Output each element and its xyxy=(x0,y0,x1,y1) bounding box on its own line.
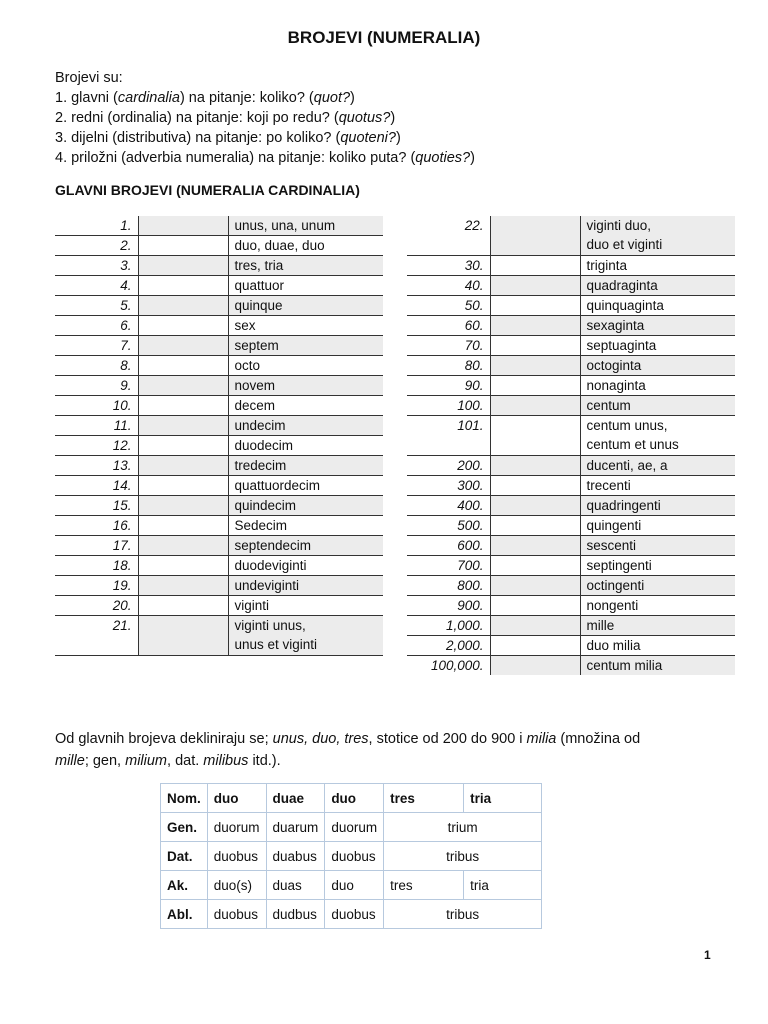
number-cell: 50. xyxy=(407,296,490,316)
declension-cell: duabus xyxy=(266,842,325,871)
number-cell: 20. xyxy=(55,596,138,616)
latin-word: quadringenti xyxy=(586,498,661,513)
number-cell: 600. xyxy=(407,536,490,556)
blank-cell xyxy=(490,536,580,556)
number-cell: 7. xyxy=(55,336,138,356)
declension-row xyxy=(161,842,542,871)
case-label: Abl. xyxy=(161,900,208,929)
blank-cell xyxy=(138,216,228,236)
table-row xyxy=(55,256,383,276)
latin-word-cell xyxy=(580,376,735,396)
latin-word: duo milia xyxy=(586,638,641,653)
section-heading: GLAVNI BROJEVI (NUMERALIA CARDINALIA) xyxy=(55,182,360,198)
table-row xyxy=(407,336,735,356)
latin-word: viginti unus, xyxy=(234,618,306,633)
blank-cell xyxy=(490,656,580,676)
table-row xyxy=(55,476,383,496)
latin-word-cell xyxy=(228,596,383,616)
number-cell: 8. xyxy=(55,356,138,376)
blank-cell xyxy=(490,276,580,296)
table-row xyxy=(407,636,735,656)
latin-word-cell xyxy=(228,236,383,256)
latin-word-cell xyxy=(228,556,383,576)
table-row xyxy=(407,396,735,416)
latin-word: centum unus, xyxy=(586,418,668,433)
latin-word: octoginta xyxy=(586,358,642,373)
table-row xyxy=(407,316,735,336)
blank-cell xyxy=(490,476,580,496)
latin-word: decem xyxy=(234,398,276,413)
blank-cell xyxy=(138,516,228,536)
number-cell: 4. xyxy=(55,276,138,296)
declension-header-cell: Nom. xyxy=(161,784,208,813)
blank-cell xyxy=(490,216,580,256)
latin-word-cell xyxy=(580,496,735,516)
blank-cell xyxy=(138,436,228,456)
blank-cell xyxy=(138,236,228,256)
latin-word-cell xyxy=(228,436,383,456)
declension-row xyxy=(161,900,542,929)
number-cell: 60. xyxy=(407,316,490,336)
declension-table xyxy=(160,783,542,929)
latin-word: sescenti xyxy=(586,538,637,553)
intro-item: 2. redni (ordinalia) na pitanje: koji po redu? (quotus?) xyxy=(55,110,396,126)
table-row xyxy=(407,416,735,456)
number-cell: 12. xyxy=(55,436,138,456)
number-cell: 400. xyxy=(407,496,490,516)
number-cell: 11. xyxy=(55,416,138,436)
blank-cell xyxy=(490,516,580,536)
number-cell: 40. xyxy=(407,276,490,296)
table-row xyxy=(55,456,383,476)
number-cell: 13. xyxy=(55,456,138,476)
latin-word: novem xyxy=(234,378,276,393)
table-row xyxy=(55,576,383,596)
latin-word: quinquaginta xyxy=(586,298,664,313)
table-row xyxy=(407,536,735,556)
blank-cell xyxy=(490,336,580,356)
declension-cell: duobus xyxy=(207,900,266,929)
blank-cell xyxy=(138,536,228,556)
number-cell: 6. xyxy=(55,316,138,336)
blank-cell xyxy=(490,256,580,276)
table-row xyxy=(407,256,735,276)
latin-word: undecim xyxy=(234,418,286,433)
latin-word-cell xyxy=(228,576,383,596)
number-cell: 15. xyxy=(55,496,138,516)
latin-word: quadraginta xyxy=(586,278,658,293)
blank-cell xyxy=(138,276,228,296)
declension-cell: duorum xyxy=(207,813,266,842)
table-row xyxy=(55,376,383,396)
blank-cell xyxy=(490,636,580,656)
latin-word-cell xyxy=(228,276,383,296)
table-row xyxy=(407,476,735,496)
declension-cell: tres xyxy=(384,871,464,900)
table-row xyxy=(407,516,735,536)
table-row xyxy=(407,596,735,616)
blank-cell xyxy=(138,376,228,396)
latin-word-cell xyxy=(228,616,383,656)
latin-word-cell xyxy=(228,216,383,236)
latin-word-cell xyxy=(228,456,383,476)
number-cell: 500. xyxy=(407,516,490,536)
table-row xyxy=(55,536,383,556)
intro-item: 1. glavni (cardinalia) na pitanje: koliko? (quot?) xyxy=(55,90,355,106)
page-number: 1 xyxy=(704,948,711,962)
declension-cell: duorum xyxy=(325,813,384,842)
table-row xyxy=(55,496,383,516)
blank-cell xyxy=(138,416,228,436)
blank-cell xyxy=(490,596,580,616)
latin-word: quinque xyxy=(234,298,283,313)
number-cell: 900. xyxy=(407,596,490,616)
case-label: Ak. xyxy=(161,871,208,900)
latin-word: viginti duo, xyxy=(586,218,652,233)
blank-cell xyxy=(138,556,228,576)
latin-word-cell xyxy=(580,596,735,616)
latin-word-alt: unus et viginti xyxy=(234,637,318,652)
blank-cell xyxy=(138,256,228,276)
case-label: Gen. xyxy=(161,813,208,842)
declension-header-cell: tres xyxy=(384,784,464,813)
latin-word: septuaginta xyxy=(586,338,657,353)
latin-word: octo xyxy=(234,358,261,373)
table-row xyxy=(407,296,735,316)
latin-word-cell xyxy=(580,336,735,356)
number-cell: 9. xyxy=(55,376,138,396)
latin-word-cell xyxy=(228,536,383,556)
number-cell: 101. xyxy=(407,416,490,456)
latin-word: quindecim xyxy=(234,498,297,513)
latin-word: duodecim xyxy=(234,438,294,453)
declension-row xyxy=(161,813,542,842)
declension-cell: tria xyxy=(464,871,542,900)
intro-item: 4. priložni (adverbia numeralia) na pitanje: koliko puta? (quoties?) xyxy=(55,150,475,166)
table-row xyxy=(55,236,383,256)
declension-cell: duobus xyxy=(207,842,266,871)
latin-word: mille xyxy=(586,618,615,633)
table-row xyxy=(407,496,735,516)
latin-word: centum xyxy=(586,398,631,413)
number-cell: 70. xyxy=(407,336,490,356)
latin-word-alt: centum et unus xyxy=(586,437,679,452)
number-cell: 16. xyxy=(55,516,138,536)
latin-word-cell xyxy=(228,396,383,416)
blank-cell xyxy=(138,396,228,416)
table-row xyxy=(407,376,735,396)
latin-word: Sedecim xyxy=(234,518,288,533)
declension-cell: duobus xyxy=(325,900,384,929)
latin-word-cell xyxy=(228,496,383,516)
declension-cell: duo(s) xyxy=(207,871,266,900)
latin-word-cell xyxy=(580,616,735,636)
latin-word-cell xyxy=(228,296,383,316)
page-title: BROJEVI (NUMERALIA) xyxy=(287,28,481,47)
number-cell: 200. xyxy=(407,456,490,476)
table-row xyxy=(55,556,383,576)
blank-cell xyxy=(490,576,580,596)
latin-word: duo, duae, duo xyxy=(234,238,325,253)
latin-word-cell xyxy=(580,216,735,256)
table-row xyxy=(55,356,383,376)
table-row xyxy=(55,216,383,236)
number-cell: 22. xyxy=(407,216,490,256)
declension-header-row xyxy=(161,784,542,813)
blank-cell xyxy=(490,556,580,576)
latin-word-cell xyxy=(228,416,383,436)
latin-word-cell xyxy=(228,316,383,336)
number-cell: 100,000. xyxy=(430,658,484,673)
number-cell: 1,000. xyxy=(407,616,490,636)
latin-word: quattuordecim xyxy=(234,478,321,493)
blank-cell xyxy=(138,336,228,356)
latin-word-cell xyxy=(580,516,735,536)
declension-cell-merged: tribus xyxy=(384,900,542,929)
intro-lead: Brojevi su: xyxy=(55,70,123,86)
latin-word: trecenti xyxy=(586,478,631,493)
table-row xyxy=(407,656,735,676)
latin-word-cell xyxy=(228,356,383,376)
latin-word-cell xyxy=(580,316,735,336)
latin-word-cell xyxy=(580,636,735,656)
table-row xyxy=(55,616,383,656)
number-cell: 14. xyxy=(55,476,138,496)
blank-cell xyxy=(138,316,228,336)
table-row xyxy=(407,216,735,256)
number-cell: 700. xyxy=(407,556,490,576)
latin-word: septendecim xyxy=(234,538,312,553)
declension-cell: duo xyxy=(325,871,384,900)
declension-cell: duarum xyxy=(266,813,325,842)
number-cell: 2. xyxy=(55,236,138,256)
blank-cell xyxy=(490,616,580,636)
latin-word: quingenti xyxy=(586,518,642,533)
blank-cell xyxy=(138,296,228,316)
number-cell: 300. xyxy=(407,476,490,496)
latin-word: ducenti, ae, a xyxy=(586,458,668,473)
number-cell: 30. xyxy=(407,256,490,276)
intro-item: 3. dijelni (distributiva) na pitanje: po koliko? (quoteni?) xyxy=(55,130,401,146)
number-cell: 10. xyxy=(55,396,138,416)
latin-word-cell xyxy=(580,536,735,556)
declension-cell-merged: tribus xyxy=(384,842,542,871)
blank-cell xyxy=(490,396,580,416)
latin-word: octingenti xyxy=(586,578,645,593)
latin-word-cell xyxy=(228,376,383,396)
table-row xyxy=(55,596,383,616)
blank-cell xyxy=(490,456,580,476)
table-row xyxy=(55,296,383,316)
blank-cell xyxy=(490,496,580,516)
table-row xyxy=(407,276,735,296)
declension-header-cell: duae xyxy=(266,784,325,813)
declension-header-cell: duo xyxy=(207,784,266,813)
number-cell: 80. xyxy=(407,356,490,376)
latin-word-cell xyxy=(228,516,383,536)
number-cell: 3. xyxy=(55,256,138,276)
latin-word-cell xyxy=(580,576,735,596)
blank-cell xyxy=(138,496,228,516)
table-row xyxy=(55,516,383,536)
number-cell: 21. xyxy=(55,616,138,656)
number-cell: 90. xyxy=(407,376,490,396)
blank-cell xyxy=(138,476,228,496)
case-label: Dat. xyxy=(161,842,208,871)
latin-word: nongenti xyxy=(586,598,639,613)
blank-cell xyxy=(490,356,580,376)
table-row xyxy=(407,356,735,376)
latin-word-cell xyxy=(228,476,383,496)
latin-word-cell xyxy=(580,456,735,476)
declension-row xyxy=(161,871,542,900)
cardinal-table-right xyxy=(407,216,735,675)
number-cell: 17. xyxy=(55,536,138,556)
latin-word-cell xyxy=(580,476,735,496)
table-row xyxy=(55,416,383,436)
declension-cell-merged: trium xyxy=(384,813,542,842)
number-cell: 5. xyxy=(55,296,138,316)
blank-cell xyxy=(138,456,228,476)
latin-word-cell xyxy=(228,256,383,276)
number-cell: 18. xyxy=(55,556,138,576)
declension-note: Od glavnih brojeva dekliniraju se; unus, duo, tres, stotice od 200 do 900 i milia (množina od mille; gen, milium, dat. milibus itd.). xyxy=(55,731,641,769)
table-row xyxy=(55,396,383,416)
latin-word-cell xyxy=(580,256,735,276)
blank-cell xyxy=(138,356,228,376)
table-row xyxy=(55,276,383,296)
number-cell: 19. xyxy=(55,576,138,596)
latin-word: unus, una, unum xyxy=(234,218,336,233)
latin-word: septingenti xyxy=(586,558,652,573)
blank-cell xyxy=(138,616,228,656)
latin-word-cell xyxy=(580,276,735,296)
latin-word-cell xyxy=(580,396,735,416)
blank-cell xyxy=(490,416,580,456)
declension-cell: duas xyxy=(266,871,325,900)
latin-word: quattuor xyxy=(234,278,285,293)
latin-word-cell xyxy=(580,416,735,456)
declension-cell: duobus xyxy=(325,842,384,871)
table-row xyxy=(407,456,735,476)
blank-cell xyxy=(138,596,228,616)
latin-word: undeviginti xyxy=(234,578,300,593)
latin-word-cell xyxy=(228,336,383,356)
number-cell: 1. xyxy=(55,216,138,236)
number-cell: 100. xyxy=(407,396,490,416)
declension-header-cell: tria xyxy=(464,784,542,813)
latin-word: duodeviginti xyxy=(234,558,307,573)
table-row xyxy=(55,336,383,356)
latin-word-alt: duo et viginti xyxy=(586,237,663,252)
blank-cell xyxy=(490,296,580,316)
number-cell: 2,000. xyxy=(407,636,490,656)
latin-word: nonaginta xyxy=(586,378,646,393)
latin-word: tres, tria xyxy=(234,258,284,273)
latin-word-cell xyxy=(580,296,735,316)
blank-cell xyxy=(138,576,228,596)
number-cell: 800. xyxy=(407,576,490,596)
cardinal-table-left xyxy=(55,216,383,656)
latin-word: sexaginta xyxy=(586,318,645,333)
blank-cell xyxy=(490,376,580,396)
latin-word: viginti xyxy=(234,598,270,613)
blank-cell xyxy=(490,316,580,336)
table-row xyxy=(407,616,735,636)
table-row xyxy=(407,556,735,576)
table-row xyxy=(55,436,383,456)
declension-cell: dudbus xyxy=(266,900,325,929)
declension-header-cell: duo xyxy=(325,784,384,813)
latin-word: centum milia xyxy=(586,658,663,673)
latin-word: sex xyxy=(234,318,256,333)
latin-word: triginta xyxy=(586,258,628,273)
latin-word-cell xyxy=(580,656,735,676)
table-row xyxy=(55,316,383,336)
table-row xyxy=(407,576,735,596)
latin-word: tredecim xyxy=(234,458,287,473)
latin-word-cell xyxy=(580,556,735,576)
latin-word: septem xyxy=(234,338,279,353)
latin-word-cell xyxy=(580,356,735,376)
